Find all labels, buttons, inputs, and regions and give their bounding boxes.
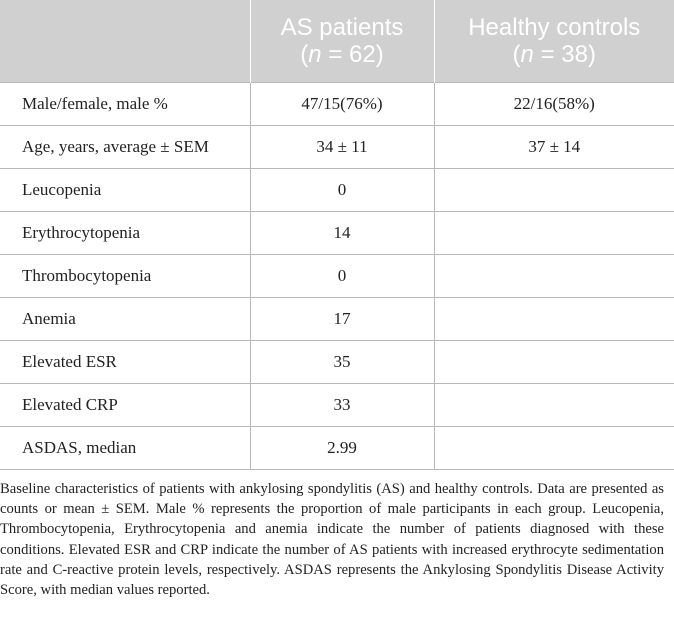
as-value: 0 bbox=[250, 254, 434, 297]
header-cell-healthy-controls bbox=[434, 0, 674, 82]
hc-value: 37 ± 14 bbox=[434, 125, 674, 168]
table-footnote: Baseline characteristics of patients with ankylosing spondylitis (AS) and healthy controls. Data are presented as counts or mean ± SEM. Male % represents the proportion of male participants in each group. Leucopenia, Thrombocytopenia, Erythrocytopenia and anemia indicate the number of patients diagnosed with these conditions. Elevated ESR and CRP indicate the number of AS patients with increased erythrocyte sedimentation rate and C-reactive protein levels, respectively. ASDAS represents the Ankylosing Spondylitis Disease Activity Score, with median values reported. bbox=[0, 481, 664, 599]
as-value: 35 bbox=[250, 340, 434, 383]
row-label: Age, years, average ± SEM bbox=[0, 125, 250, 168]
row-label: Elevated ESR bbox=[0, 340, 250, 383]
table-row bbox=[0, 426, 674, 469]
hc-value bbox=[434, 340, 674, 383]
header-hc-n-open: ( bbox=[512, 40, 521, 68]
header-cell-as-patients bbox=[250, 0, 434, 82]
as-value: 0 bbox=[250, 168, 434, 211]
row-label: Anemia bbox=[0, 297, 250, 340]
row-label: Thrombocytopenia bbox=[0, 254, 250, 297]
table-body bbox=[0, 82, 674, 469]
header-hc-n-rest: = 38) bbox=[533, 40, 596, 68]
row-label: Male/female, male % bbox=[0, 82, 250, 125]
row-label: ASDAS, median bbox=[0, 426, 250, 469]
as-value: 14 bbox=[250, 211, 434, 254]
table-row bbox=[0, 340, 674, 383]
as-value: 34 ± 11 bbox=[250, 125, 434, 168]
row-label: Elevated CRP bbox=[0, 383, 250, 426]
table-header bbox=[0, 0, 674, 82]
as-value: 33 bbox=[250, 383, 434, 426]
table-row bbox=[0, 211, 674, 254]
hc-value bbox=[434, 297, 674, 340]
hc-value bbox=[434, 426, 674, 469]
header-cell-empty bbox=[0, 0, 250, 82]
hc-value bbox=[434, 168, 674, 211]
table-row bbox=[0, 168, 674, 211]
as-value: 17 bbox=[250, 297, 434, 340]
hc-value bbox=[434, 254, 674, 297]
header-as-title: AS patients bbox=[280, 13, 404, 41]
table-row bbox=[0, 297, 674, 340]
row-label: Leucopenia bbox=[0, 168, 250, 211]
header-as-n-open: ( bbox=[300, 40, 309, 68]
as-value: 2.99 bbox=[250, 426, 434, 469]
table-row bbox=[0, 82, 674, 125]
hc-value bbox=[434, 383, 674, 426]
table-row bbox=[0, 125, 674, 168]
table-row bbox=[0, 383, 674, 426]
hc-value: 22/16(58%) bbox=[434, 82, 674, 125]
hc-value bbox=[434, 211, 674, 254]
header-as-n-var: n bbox=[308, 40, 322, 68]
table-row bbox=[0, 254, 674, 297]
as-value: 47/15(76%) bbox=[250, 82, 434, 125]
header-hc-n-var: n bbox=[520, 40, 534, 68]
row-label: Erythrocytopenia bbox=[0, 211, 250, 254]
header-as-n-rest: = 62) bbox=[321, 40, 384, 68]
header-row bbox=[0, 0, 674, 82]
header-hc-title: Healthy controls bbox=[468, 13, 641, 41]
